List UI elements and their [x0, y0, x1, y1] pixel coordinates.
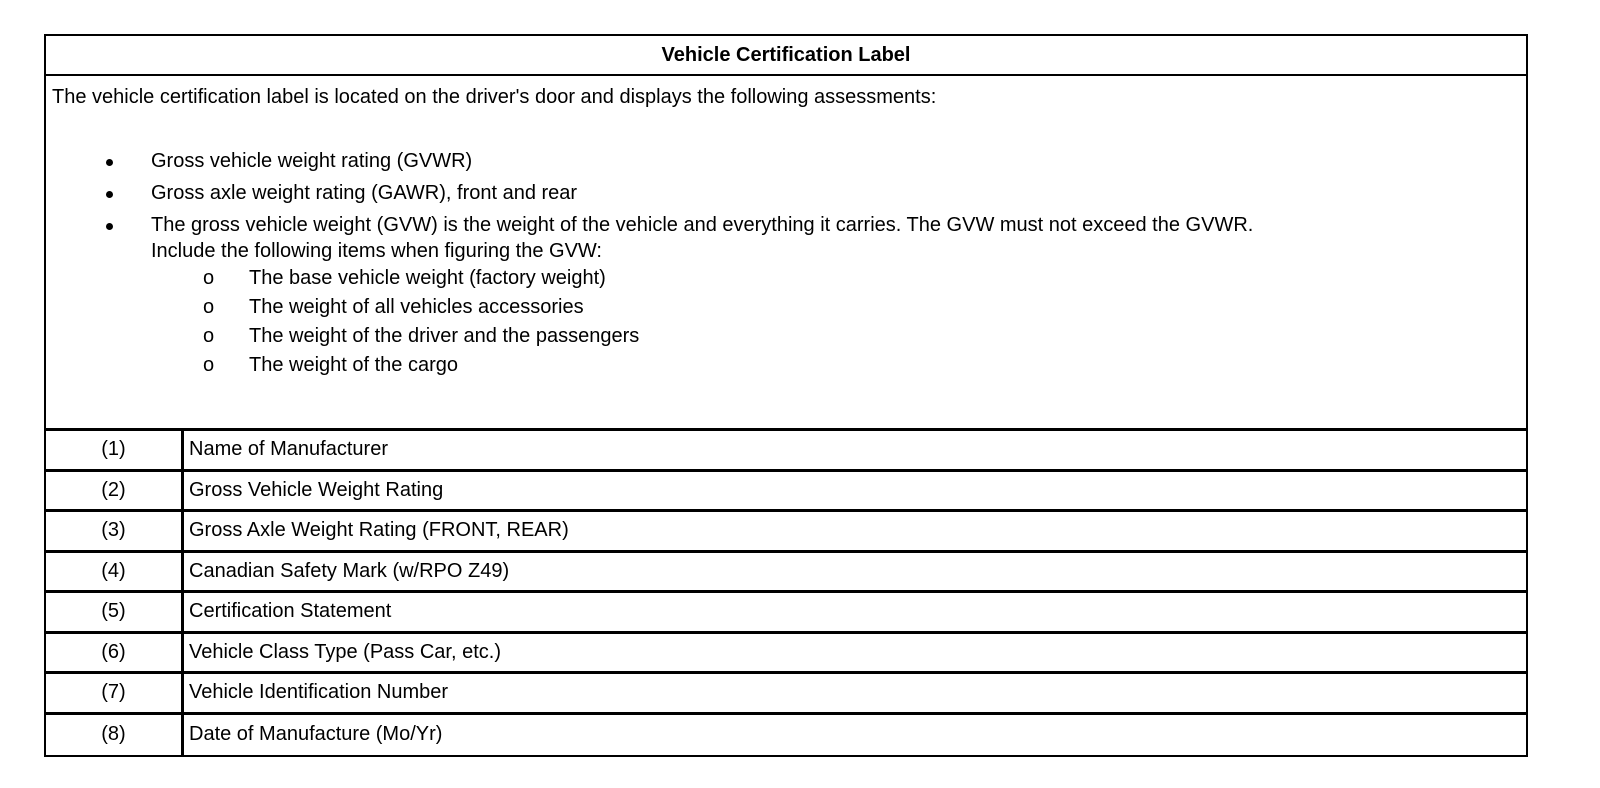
- bullet-text: Gross vehicle weight rating (GVWR): [151, 150, 473, 172]
- bullet-dot-icon: [106, 223, 113, 230]
- row-number: (6): [46, 634, 184, 672]
- description-cell: [46, 76, 1526, 431]
- row-label: Gross Axle Weight Rating (FRONT, REAR): [189, 519, 569, 542]
- sub-list-item: [151, 322, 1526, 351]
- sub-list-item: [151, 351, 1526, 380]
- sub-bullet-text: The weight of all vehicles accessories: [249, 296, 584, 318]
- list-item: [52, 148, 1526, 174]
- list-item: [52, 180, 1526, 206]
- table-row: [46, 553, 1526, 594]
- table-row: [46, 634, 1526, 675]
- row-number: (4): [46, 553, 184, 591]
- table-row: [46, 715, 1526, 756]
- circle-bullet-icon: o: [203, 267, 215, 289]
- bullet-text: The gross vehicle weight (GVW) is the weight of the vehicle and everything it carries. The GVW must not exceed the GVWR.: [151, 214, 1254, 236]
- sub-bullet-text: The base vehicle weight (factory weight): [249, 267, 606, 289]
- sub-list-item: [151, 293, 1526, 322]
- row-number: (1): [46, 431, 184, 469]
- bullet-text: Gross axle weight rating (GAWR), front and rear: [151, 182, 578, 204]
- table-row: [46, 674, 1526, 715]
- row-number: (3): [46, 512, 184, 550]
- table-row: [46, 593, 1526, 634]
- circle-bullet-icon: o: [203, 354, 215, 376]
- certification-table: [44, 34, 1528, 757]
- table-title: Vehicle Certification Label: [46, 36, 1526, 76]
- table-row: [46, 431, 1526, 472]
- row-label: Date of Manufacture (Mo/Yr): [189, 723, 443, 746]
- row-label: Name of Manufacturer: [189, 438, 388, 461]
- row-label: Certification Statement: [189, 600, 392, 623]
- row-label: Vehicle Class Type (Pass Car, etc.): [189, 640, 501, 663]
- table-row: [46, 472, 1526, 513]
- table-row: [46, 512, 1526, 553]
- sub-bullet-text: The weight of the driver and the passengers: [249, 325, 640, 347]
- intro-text: The vehicle certification label is located on the driver's door and displays the following assessments:: [52, 86, 937, 108]
- circle-bullet-icon: o: [203, 296, 215, 318]
- row-number: (5): [46, 593, 184, 631]
- list-item: [52, 212, 1526, 380]
- sub-bullet-text: The weight of the cargo: [249, 354, 459, 376]
- sub-list-item: [151, 264, 1526, 293]
- row-number: (2): [46, 472, 184, 510]
- bullet-text: Include the following items when figuring the GVW:: [151, 240, 602, 262]
- row-number: (7): [46, 674, 184, 712]
- bullet-dot-icon: [106, 191, 113, 198]
- row-number: (8): [46, 715, 184, 756]
- bullet-list: [52, 148, 1526, 380]
- row-label: Vehicle Identification Number: [189, 681, 449, 704]
- row-label: Gross Vehicle Weight Rating: [189, 478, 444, 501]
- circle-bullet-icon: o: [203, 325, 215, 347]
- bullet-dot-icon: [106, 159, 113, 166]
- sub-bullet-list: [151, 264, 1526, 380]
- row-label: Canadian Safety Mark (w/RPO Z49): [189, 559, 510, 582]
